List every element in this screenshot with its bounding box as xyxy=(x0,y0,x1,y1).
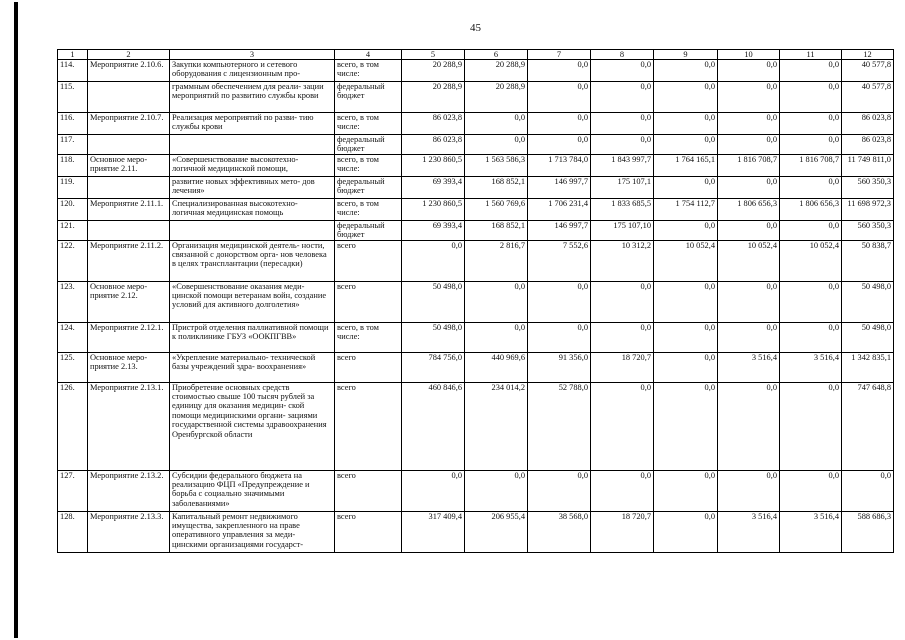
column-header: 11 xyxy=(780,50,842,60)
amount-cell: 0,0 xyxy=(465,281,528,322)
amount-cell: 0,0 xyxy=(780,281,842,322)
event-code-cell: Мероприятие 2.13.3. xyxy=(88,511,170,552)
amount-cell: 1 843 997,7 xyxy=(591,154,654,176)
event-code-cell: Основное меро- приятие 2.11. xyxy=(88,154,170,176)
amount-cell: 3 516,4 xyxy=(780,352,842,382)
amount-cell: 0,0 xyxy=(780,382,842,470)
amount-cell: 20 288,9 xyxy=(402,60,465,82)
amount-cell: 1 342 835,1 xyxy=(842,352,894,382)
amount-cell: 0,0 xyxy=(718,382,780,470)
amount-cell: 11 749 811,0 xyxy=(842,154,894,176)
amount-cell: 1 230 860,5 xyxy=(402,198,465,220)
amount-cell: 0,0 xyxy=(780,82,842,113)
amount-cell: 40 577,8 xyxy=(842,60,894,82)
amount-cell: 52 788,0 xyxy=(528,382,591,470)
description-cell: Пристрой отделения паллиативной помощи к поликлинике ГБУЗ «ООКПГВВ» xyxy=(170,322,335,352)
amount-cell: 0,0 xyxy=(465,135,528,155)
funding-source-cell: всего xyxy=(335,470,402,511)
column-header: 9 xyxy=(654,50,718,60)
amount-cell: 86 023,8 xyxy=(842,113,894,135)
amount-cell: 146 997,7 xyxy=(528,176,591,198)
amount-cell: 0,0 xyxy=(528,470,591,511)
amount-cell: 3 516,4 xyxy=(718,352,780,382)
amount-cell: 20 288,9 xyxy=(465,82,528,113)
amount-cell: 0,0 xyxy=(654,470,718,511)
description-cell: «Укрепление материально- технической базы учреждений здра- воохранения» xyxy=(170,352,335,382)
amount-cell: 234 014,2 xyxy=(465,382,528,470)
amount-cell: 10 052,4 xyxy=(718,240,780,281)
amount-cell: 0,0 xyxy=(528,322,591,352)
table-row xyxy=(58,198,894,220)
amount-cell: 0,0 xyxy=(718,60,780,82)
event-code-cell: Основное меро- приятие 2.12. xyxy=(88,281,170,322)
amount-cell: 0,0 xyxy=(591,135,654,155)
amount-cell: 0,0 xyxy=(780,135,842,155)
event-code-cell: Мероприятие 2.11.2. xyxy=(88,240,170,281)
funding-source-cell: всего xyxy=(335,511,402,552)
amount-cell: 50 498,0 xyxy=(842,322,894,352)
amount-cell: 0,0 xyxy=(654,113,718,135)
amount-cell: 0,0 xyxy=(402,470,465,511)
amount-cell: 38 568,0 xyxy=(528,511,591,552)
amount-cell: 0,0 xyxy=(842,470,894,511)
column-header: 7 xyxy=(528,50,591,60)
amount-cell: 560 350,3 xyxy=(842,176,894,198)
description-cell: Закупки компьютерного и сетевого оборудования с лицензионным про- xyxy=(170,60,335,82)
amount-cell: 1 806 656,3 xyxy=(780,198,842,220)
amount-cell: 146 997,7 xyxy=(528,220,591,240)
row-index-cell: 115. xyxy=(58,82,88,113)
amount-cell: 0,0 xyxy=(654,382,718,470)
table-row xyxy=(58,176,894,198)
amount-cell: 317 409,4 xyxy=(402,511,465,552)
row-index-cell: 121. xyxy=(58,220,88,240)
column-header: 2 xyxy=(88,50,170,60)
description-cell xyxy=(170,135,335,155)
table-row xyxy=(58,382,894,470)
amount-cell: 1 833 685,5 xyxy=(591,198,654,220)
table-row xyxy=(58,135,894,155)
amount-cell: 1 560 769,6 xyxy=(465,198,528,220)
amount-cell: 86 023,8 xyxy=(402,113,465,135)
amount-cell: 0,0 xyxy=(718,220,780,240)
funding-source-cell: федеральный бюджет xyxy=(335,176,402,198)
amount-cell: 0,0 xyxy=(591,113,654,135)
row-index-cell: 126. xyxy=(58,382,88,470)
amount-cell: 7 552,6 xyxy=(528,240,591,281)
amount-cell: 1 816 708,7 xyxy=(718,154,780,176)
amount-cell: 0,0 xyxy=(591,322,654,352)
funding-source-cell: федеральный бюджет xyxy=(335,135,402,155)
description-cell: Реализация мероприятий по разви- тию службы крови xyxy=(170,113,335,135)
amount-cell: 0,0 xyxy=(718,113,780,135)
amount-cell: 3 516,4 xyxy=(718,511,780,552)
amount-cell: 175 107,10 xyxy=(591,220,654,240)
column-header: 5 xyxy=(402,50,465,60)
amount-cell: 69 393,4 xyxy=(402,176,465,198)
amount-cell: 50 498,0 xyxy=(402,281,465,322)
row-index-cell: 123. xyxy=(58,281,88,322)
amount-cell: 0,0 xyxy=(465,470,528,511)
amount-cell: 0,0 xyxy=(654,220,718,240)
amount-cell: 0,0 xyxy=(654,60,718,82)
row-index-cell: 124. xyxy=(58,322,88,352)
amount-cell: 0,0 xyxy=(591,382,654,470)
amount-cell: 0,0 xyxy=(718,470,780,511)
amount-cell: 0,0 xyxy=(654,82,718,113)
table-row xyxy=(58,352,894,382)
table-row xyxy=(58,322,894,352)
description-cell: Капитальный ремонт недвижимого имущества, закрепленного на праве оперативного управления за меди- цинскими организациями государст- xyxy=(170,511,335,552)
amount-cell: 0,0 xyxy=(718,322,780,352)
amount-cell: 0,0 xyxy=(654,352,718,382)
amount-cell: 1 563 586,3 xyxy=(465,154,528,176)
amount-cell: 0,0 xyxy=(780,113,842,135)
funding-source-cell: федеральный бюджет xyxy=(335,82,402,113)
amount-cell: 20 288,9 xyxy=(465,60,528,82)
row-index-cell: 128. xyxy=(58,511,88,552)
table-row xyxy=(58,60,894,82)
table-row xyxy=(58,281,894,322)
amount-cell: 588 686,3 xyxy=(842,511,894,552)
row-index-cell: 125. xyxy=(58,352,88,382)
amount-cell: 10 052,4 xyxy=(780,240,842,281)
amount-cell: 440 969,6 xyxy=(465,352,528,382)
amount-cell: 0,0 xyxy=(465,322,528,352)
row-index-cell: 120. xyxy=(58,198,88,220)
event-code-cell xyxy=(88,82,170,113)
funding-source-cell: всего, в том числе: xyxy=(335,198,402,220)
row-index-cell: 116. xyxy=(58,113,88,135)
amount-cell: 18 720,7 xyxy=(591,352,654,382)
description-cell: Субсидии федерального бюджета на реализацию ФЦП «Предупреждение и борьба с социально значимыми заболеваниями» xyxy=(170,470,335,511)
amount-cell: 86 023,8 xyxy=(842,135,894,155)
table-row xyxy=(58,511,894,552)
amount-cell: 0,0 xyxy=(654,511,718,552)
amount-cell: 784 756,0 xyxy=(402,352,465,382)
amount-cell: 3 516,4 xyxy=(780,511,842,552)
column-header: 12 xyxy=(842,50,894,60)
amount-cell: 0,0 xyxy=(591,82,654,113)
table-row xyxy=(58,113,894,135)
amount-cell: 1 816 708,7 xyxy=(780,154,842,176)
amount-cell: 0,0 xyxy=(780,176,842,198)
funding-source-cell: всего, в том числе: xyxy=(335,60,402,82)
amount-cell: 168 852,1 xyxy=(465,220,528,240)
amount-cell: 50 498,0 xyxy=(842,281,894,322)
amount-cell: 168 852,1 xyxy=(465,176,528,198)
event-code-cell xyxy=(88,176,170,198)
amount-cell: 50 498,0 xyxy=(402,322,465,352)
table-row xyxy=(58,82,894,113)
amount-cell: 91 356,0 xyxy=(528,352,591,382)
amount-cell: 1 706 231,4 xyxy=(528,198,591,220)
row-index-cell: 119. xyxy=(58,176,88,198)
amount-cell: 0,0 xyxy=(718,281,780,322)
description-cell: граммным обеспечением для реали- зации мероприятий по развитию службы крови xyxy=(170,82,335,113)
column-header: 6 xyxy=(465,50,528,60)
amount-cell: 460 846,6 xyxy=(402,382,465,470)
amount-cell: 0,0 xyxy=(654,281,718,322)
funding-source-cell: всего, в том числе: xyxy=(335,322,402,352)
amount-cell: 1 713 784,0 xyxy=(528,154,591,176)
amount-cell: 40 577,8 xyxy=(842,82,894,113)
amount-cell: 20 288,9 xyxy=(402,82,465,113)
amount-cell: 0,0 xyxy=(718,176,780,198)
event-code-cell: Мероприятие 2.13.1. xyxy=(88,382,170,470)
page-number: 45 xyxy=(470,22,481,34)
amount-cell: 0,0 xyxy=(654,135,718,155)
description-cell: «Совершенствование высокотехно- логичной медицинской помощи, xyxy=(170,154,335,176)
amount-cell: 0,0 xyxy=(654,176,718,198)
amount-cell: 2 816,7 xyxy=(465,240,528,281)
funding-source-cell: всего, в том числе: xyxy=(335,154,402,176)
amount-cell: 0,0 xyxy=(780,220,842,240)
amount-cell: 0,0 xyxy=(718,82,780,113)
amount-cell: 0,0 xyxy=(780,470,842,511)
funding-source-cell: всего xyxy=(335,382,402,470)
amount-cell: 206 955,4 xyxy=(465,511,528,552)
column-header: 3 xyxy=(170,50,335,60)
event-code-cell xyxy=(88,220,170,240)
column-header: 4 xyxy=(335,50,402,60)
funding-source-cell: федеральный бюджет xyxy=(335,220,402,240)
table-row xyxy=(58,470,894,511)
amount-cell: 0,0 xyxy=(528,82,591,113)
column-header: 1 xyxy=(58,50,88,60)
row-index-cell: 117. xyxy=(58,135,88,155)
amount-cell: 0,0 xyxy=(465,113,528,135)
column-header: 8 xyxy=(591,50,654,60)
description-cell: Специализированная высокотехно- логичная медицинская помощь xyxy=(170,198,335,220)
amount-cell: 11 698 972,3 xyxy=(842,198,894,220)
amount-cell: 50 838,7 xyxy=(842,240,894,281)
description-cell: развитие новых эффективных мето- дов лечения» xyxy=(170,176,335,198)
funding-source-cell: всего xyxy=(335,352,402,382)
amount-cell: 1 764 165,1 xyxy=(654,154,718,176)
amount-cell: 0,0 xyxy=(402,240,465,281)
amount-cell: 0,0 xyxy=(780,322,842,352)
amount-cell: 1 754 112,7 xyxy=(654,198,718,220)
amount-cell: 69 393,4 xyxy=(402,220,465,240)
table-row xyxy=(58,220,894,240)
amount-cell: 175 107,1 xyxy=(591,176,654,198)
event-code-cell: Мероприятие 2.10.7. xyxy=(88,113,170,135)
amount-cell: 0,0 xyxy=(591,281,654,322)
amount-cell: 0,0 xyxy=(528,281,591,322)
amount-cell: 0,0 xyxy=(718,135,780,155)
header-row xyxy=(58,50,894,60)
amount-cell: 0,0 xyxy=(528,60,591,82)
amount-cell: 747 648,8 xyxy=(842,382,894,470)
event-code-cell: Мероприятие 2.11.1. xyxy=(88,198,170,220)
amount-cell: 10 312,2 xyxy=(591,240,654,281)
table-row xyxy=(58,154,894,176)
description-cell: Приобретение основных средств стоимостью свыше 100 тысяч рублей за единицу для оказания медицин- ской помощи медицинскими органи- зациями государственной системы здравоохранения Оренбургской области xyxy=(170,382,335,470)
funding-source-cell: всего xyxy=(335,281,402,322)
amount-cell: 1 806 656,3 xyxy=(718,198,780,220)
amount-cell: 0,0 xyxy=(591,470,654,511)
row-index-cell: 122. xyxy=(58,240,88,281)
amount-cell: 0,0 xyxy=(591,60,654,82)
amount-cell: 10 052,4 xyxy=(654,240,718,281)
description-cell: Организация медицинской деятель- ности, связанной с донорством орга- нов человека в целях трансплантации (пересадки) xyxy=(170,240,335,281)
amount-cell: 18 720,7 xyxy=(591,511,654,552)
description-cell: «Совершенствование оказания меди- цинской помощи ветеранам войн, создание условий для активного долголетия» xyxy=(170,281,335,322)
amount-cell: 0,0 xyxy=(654,322,718,352)
amount-cell: 0,0 xyxy=(528,113,591,135)
amount-cell: 560 350,3 xyxy=(842,220,894,240)
row-index-cell: 118. xyxy=(58,154,88,176)
funding-source-cell: всего, в том числе: xyxy=(335,113,402,135)
description-cell xyxy=(170,220,335,240)
binding-edge-bar xyxy=(14,2,18,638)
amount-cell: 0,0 xyxy=(780,60,842,82)
column-header: 10 xyxy=(718,50,780,60)
event-code-cell: Мероприятие 2.13.2. xyxy=(88,470,170,511)
funding-source-cell: всего xyxy=(335,240,402,281)
amount-cell: 1 230 860,5 xyxy=(402,154,465,176)
event-code-cell: Мероприятие 2.10.6. xyxy=(88,60,170,82)
event-code-cell: Основное меро- приятие 2.13. xyxy=(88,352,170,382)
budget-table xyxy=(57,49,894,553)
amount-cell: 86 023,8 xyxy=(402,135,465,155)
row-index-cell: 114. xyxy=(58,60,88,82)
event-code-cell xyxy=(88,135,170,155)
table-row xyxy=(58,240,894,281)
amount-cell: 0,0 xyxy=(528,135,591,155)
row-index-cell: 127. xyxy=(58,470,88,511)
event-code-cell: Мероприятие 2.12.1. xyxy=(88,322,170,352)
